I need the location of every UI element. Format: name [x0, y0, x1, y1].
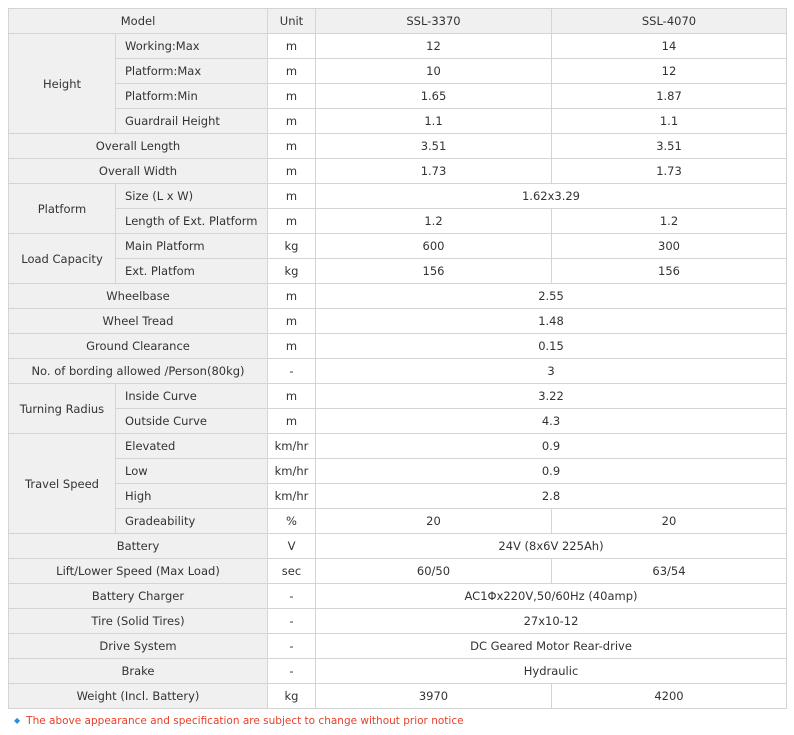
row-label: Brake	[9, 659, 268, 684]
header-model: Model	[9, 9, 268, 34]
value-shared: 4.3	[316, 409, 787, 434]
value-shared: 1.48	[316, 309, 787, 334]
value-ssl-3370: 3970	[316, 684, 552, 709]
row-unit: -	[268, 609, 316, 634]
value-ssl-3370: 1.65	[316, 84, 552, 109]
table-row	[9, 609, 787, 634]
table-row	[9, 134, 787, 159]
row-label: Ext. Platfom	[116, 259, 268, 284]
row-label: Weight (Incl. Battery)	[9, 684, 268, 709]
table-row	[9, 534, 787, 559]
row-label: Lift/Lower Speed (Max Load)	[9, 559, 268, 584]
table-row	[9, 459, 787, 484]
row-unit: sec	[268, 559, 316, 584]
value-ssl-4070: 12	[552, 59, 787, 84]
row-unit: m	[268, 384, 316, 409]
value-ssl-4070: 1.1	[552, 109, 787, 134]
row-label: Low	[116, 459, 268, 484]
row-label: Length of Ext. Platform	[116, 209, 268, 234]
group-height: Height	[9, 34, 116, 134]
table-row	[9, 559, 787, 584]
header-unit: Unit	[268, 9, 316, 34]
row-unit: m	[268, 334, 316, 359]
table-row	[9, 659, 787, 684]
group-travel-speed: Travel Speed	[9, 434, 116, 534]
table-row	[9, 384, 787, 409]
row-label: Battery Charger	[9, 584, 268, 609]
value-shared: 3	[316, 359, 787, 384]
row-unit: m	[268, 84, 316, 109]
value-shared: AC1Φx220V,50/60Hz (40amp)	[316, 584, 787, 609]
row-unit: m	[268, 184, 316, 209]
row-label: Size (L x W)	[116, 184, 268, 209]
header-ssl-3370: SSL-3370	[316, 9, 552, 34]
row-label: Overall Length	[9, 134, 268, 159]
table-row	[9, 159, 787, 184]
value-ssl-3370: 12	[316, 34, 552, 59]
value-ssl-3370: 1.73	[316, 159, 552, 184]
table-row	[9, 284, 787, 309]
row-label: Platform:Max	[116, 59, 268, 84]
value-ssl-4070: 4200	[552, 684, 787, 709]
row-label: High	[116, 484, 268, 509]
row-unit: m	[268, 409, 316, 434]
value-ssl-4070: 14	[552, 34, 787, 59]
spec-table	[8, 8, 787, 709]
header-ssl-4070: SSL-4070	[552, 9, 787, 34]
row-label: No. of bording allowed /Person(80kg)	[9, 359, 268, 384]
table-row	[9, 259, 787, 284]
row-unit: kg	[268, 234, 316, 259]
row-unit: kg	[268, 259, 316, 284]
row-label: Elevated	[116, 434, 268, 459]
value-ssl-4070: 1.2	[552, 209, 787, 234]
table-row	[9, 334, 787, 359]
group-turning-radius: Turning Radius	[9, 384, 116, 434]
row-label: Inside Curve	[116, 384, 268, 409]
value-ssl-4070: 3.51	[552, 134, 787, 159]
row-label: Tire (Solid Tires)	[9, 609, 268, 634]
row-label: Platform:Min	[116, 84, 268, 109]
row-unit: kg	[268, 684, 316, 709]
value-ssl-4070: 1.73	[552, 159, 787, 184]
row-unit: km/hr	[268, 459, 316, 484]
table-row	[9, 484, 787, 509]
value-shared: 0.15	[316, 334, 787, 359]
table-row	[9, 234, 787, 259]
value-shared: 0.9	[316, 434, 787, 459]
table-header-row	[9, 9, 787, 34]
row-label: Wheelbase	[9, 284, 268, 309]
row-unit: m	[268, 309, 316, 334]
row-unit: m	[268, 59, 316, 84]
table-row	[9, 509, 787, 534]
table-row	[9, 684, 787, 709]
value-shared: Hydraulic	[316, 659, 787, 684]
row-label: Gradeability	[116, 509, 268, 534]
table-row	[9, 434, 787, 459]
value-shared: 3.22	[316, 384, 787, 409]
row-unit: m	[268, 159, 316, 184]
value-shared: 2.8	[316, 484, 787, 509]
value-ssl-4070: 1.87	[552, 84, 787, 109]
table-row	[9, 584, 787, 609]
value-ssl-3370: 1.2	[316, 209, 552, 234]
value-ssl-3370: 10	[316, 59, 552, 84]
value-shared: 2.55	[316, 284, 787, 309]
value-ssl-3370: 600	[316, 234, 552, 259]
row-unit: -	[268, 359, 316, 384]
table-row	[9, 109, 787, 134]
row-unit: -	[268, 584, 316, 609]
value-shared: 24V (8x6V 225Ah)	[316, 534, 787, 559]
row-label: Drive System	[9, 634, 268, 659]
group-platform: Platform	[9, 184, 116, 234]
row-label: Battery	[9, 534, 268, 559]
table-row	[9, 184, 787, 209]
value-ssl-4070: 300	[552, 234, 787, 259]
value-ssl-3370: 156	[316, 259, 552, 284]
diamond-bullet-icon: ◆	[14, 716, 21, 725]
table-row	[9, 59, 787, 84]
group-load-capacity: Load Capacity	[9, 234, 116, 284]
table-row	[9, 409, 787, 434]
row-label: Ground Clearance	[9, 334, 268, 359]
value-ssl-3370: 3.51	[316, 134, 552, 159]
disclaimer-note	[14, 715, 464, 727]
row-unit: m	[268, 284, 316, 309]
row-unit: km/hr	[268, 434, 316, 459]
value-ssl-4070: 156	[552, 259, 787, 284]
table-row	[9, 34, 787, 59]
value-shared: 27x10-12	[316, 609, 787, 634]
table-row	[9, 209, 787, 234]
row-unit: %	[268, 509, 316, 534]
row-label: Overall Width	[9, 159, 268, 184]
row-unit: m	[268, 209, 316, 234]
value-shared: DC Geared Motor Rear-drive	[316, 634, 787, 659]
value-ssl-3370: 60/50	[316, 559, 552, 584]
row-label: Guardrail Height	[116, 109, 268, 134]
row-unit: m	[268, 134, 316, 159]
row-unit: -	[268, 634, 316, 659]
table-row	[9, 84, 787, 109]
row-label: Main Platform	[116, 234, 268, 259]
row-unit: V	[268, 534, 316, 559]
value-ssl-3370: 1.1	[316, 109, 552, 134]
table-row	[9, 309, 787, 334]
disclaimer-text: The above appearance and specification are subject to change without prior notice	[26, 715, 464, 727]
row-unit: m	[268, 109, 316, 134]
row-label: Wheel Tread	[9, 309, 268, 334]
row-unit: m	[268, 34, 316, 59]
value-ssl-4070: 20	[552, 509, 787, 534]
row-label: Outside Curve	[116, 409, 268, 434]
table-row	[9, 634, 787, 659]
row-label: Working:Max	[116, 34, 268, 59]
row-unit: -	[268, 659, 316, 684]
value-ssl-3370: 20	[316, 509, 552, 534]
table-row	[9, 359, 787, 384]
value-shared: 1.62x3.29	[316, 184, 787, 209]
value-shared: 0.9	[316, 459, 787, 484]
row-unit: km/hr	[268, 484, 316, 509]
value-ssl-4070: 63/54	[552, 559, 787, 584]
